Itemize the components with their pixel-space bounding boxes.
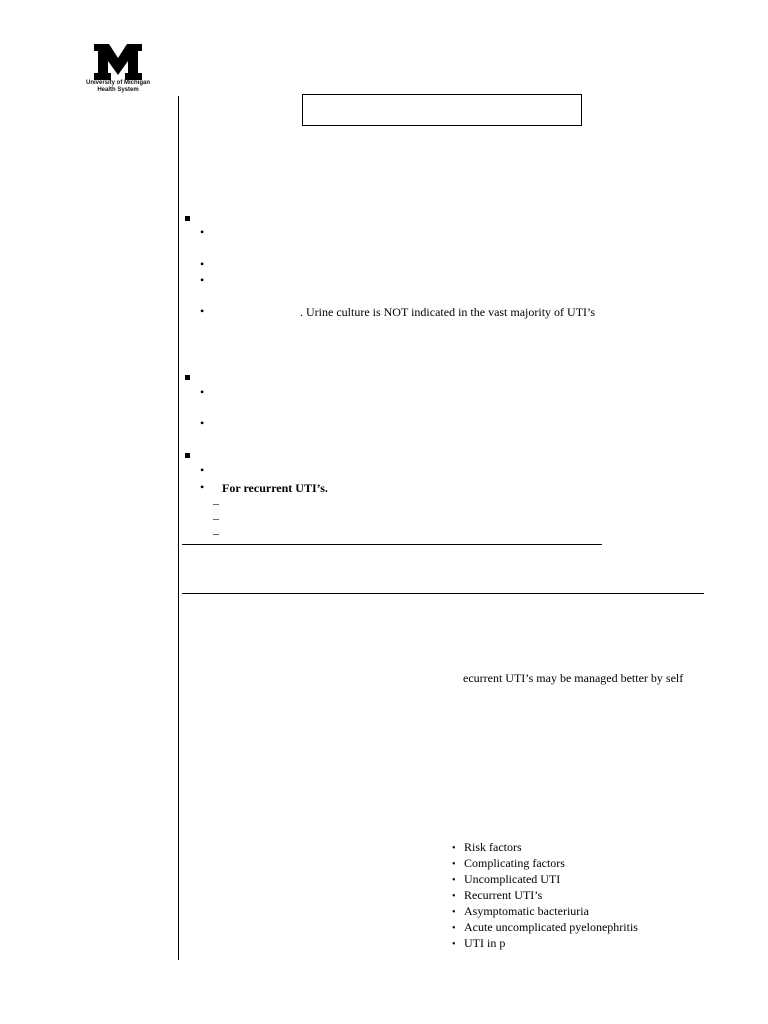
bullet-dot: •: [452, 923, 456, 934]
logo-caption-line-1: University of Michigan: [85, 80, 150, 86]
section-3-square-bullet: [185, 453, 190, 458]
bullet-dot: •: [200, 225, 205, 239]
bullet-dot: •: [452, 907, 456, 918]
list-item: [452, 872, 638, 888]
list-item: [452, 856, 638, 872]
list-item: [452, 904, 638, 920]
bullet-dot: •: [452, 939, 456, 950]
section-2-square-bullet: [185, 375, 190, 380]
list-item-label: Recurrent UTI’s: [464, 888, 543, 902]
university-of-michigan-logo-icon: [94, 44, 142, 80]
bullet-dot: •: [200, 480, 205, 494]
horizontal-rule: [182, 593, 704, 594]
bullet-dot: •: [452, 843, 456, 854]
sub-bullet-dash: –: [213, 496, 219, 510]
bullet-dot: •: [200, 257, 205, 271]
list-item-label: Complicating factors: [464, 856, 565, 870]
list-item-label: Asymptomatic bacteriuria: [464, 904, 589, 918]
sub-bullet-dash: –: [213, 526, 219, 540]
recurrent-uti-fragment: ecurrent UTI’s may be managed better by self: [463, 671, 684, 685]
recurrent-uti-heading: For recurrent UTI’s.: [222, 481, 328, 495]
logo-caption-line-2: Health System: [97, 87, 139, 93]
list-item: [452, 888, 638, 904]
topic-list: [452, 840, 638, 952]
horizontal-rule: [182, 544, 602, 545]
bullet-dot: •: [200, 304, 205, 318]
logo-caption: [82, 80, 154, 94]
bullet-dot: •: [452, 875, 456, 886]
bullet-dot: •: [452, 859, 456, 870]
list-item-label: Acute uncomplicated pyelonephritis: [464, 920, 638, 934]
bullet-dot: •: [200, 463, 205, 477]
list-item: [452, 920, 638, 936]
list-item-label: Uncomplicated UTI: [464, 872, 561, 886]
bullet-dot: •: [200, 273, 205, 287]
title-box: [302, 94, 582, 126]
list-item-label: UTI in p: [464, 936, 506, 950]
bullet-dot: •: [200, 385, 205, 399]
sub-bullet-dash: –: [213, 511, 219, 525]
bullet-dot: •: [200, 416, 205, 430]
list-item: [452, 840, 638, 856]
list-item-label: Risk factors: [464, 840, 522, 854]
section-1-square-bullet: [185, 216, 190, 221]
left-margin-rule: [178, 96, 179, 960]
bullet-dot: •: [452, 891, 456, 902]
list-item: [452, 936, 638, 952]
urine-culture-note: . Urine culture is NOT indicated in the vast majority of UTI’s: [300, 305, 596, 319]
